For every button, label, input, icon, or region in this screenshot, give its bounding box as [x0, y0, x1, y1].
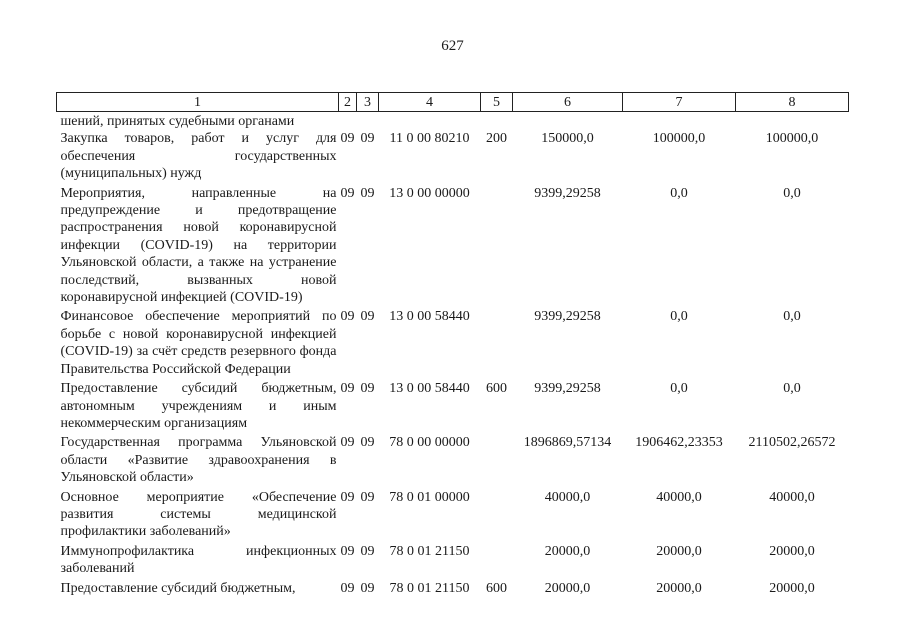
row-target-article: 13 0 00 58440 [389, 309, 470, 325]
row-amount-year-1: 9399,29258 [534, 309, 601, 325]
header-row [57, 93, 849, 112]
budget-table [56, 92, 849, 597]
row-target-article [379, 112, 481, 131]
row-subsection-code: 09 [360, 309, 375, 325]
row-expense-type [481, 306, 513, 378]
row-amount-year-3: 100000,0 [765, 131, 819, 147]
row-subsection-code: 09 [360, 435, 375, 451]
row-section-code: 09 [340, 543, 355, 559]
row-subsection-code [357, 112, 379, 131]
header-col-3: 3 [357, 93, 379, 112]
row-amount-year-2: 0,0 [670, 309, 688, 325]
row-description: Финансовое обеспечение мероприятий по борьбе с новой коронавирусной инфекцией (COVID-19) за счёт средств резервного фонда Правительства Российской Федерации [60, 309, 337, 377]
header-col-4: 4 [379, 93, 481, 112]
table-row [57, 306, 849, 378]
row-amount-year-1: 40000,0 [544, 489, 591, 505]
header-col-1: 1 [57, 93, 339, 112]
row-amount-year-2: 20000,0 [656, 543, 702, 559]
row-section-code: 09 [340, 131, 355, 147]
row-expense-type: 600 [486, 580, 507, 596]
row-description: Закупка товаров, работ и услуг для обеспечения государственных (муниципальных) нужд [60, 131, 337, 182]
row-amount-year-3: 0,0 [783, 185, 801, 201]
row-amount-year-3: 2110502,26572 [748, 435, 836, 451]
table-row [57, 578, 849, 597]
row-expense-type [481, 183, 513, 307]
row-expense-type: 600 [486, 381, 507, 397]
page-number: 627 [441, 38, 464, 54]
row-amount-year-3: 0,0 [783, 381, 801, 397]
row-subsection-code: 09 [360, 131, 375, 147]
row-expense-type [481, 541, 513, 578]
row-description: Основное мероприятие «Обеспечение развития системы медицинской профилактики заболеваний» [60, 489, 337, 540]
row-amount-year-2: 0,0 [670, 185, 688, 201]
row-amount-year-1: 150000,0 [541, 131, 594, 147]
row-amount-year-2: 20000,0 [656, 580, 702, 596]
row-amount-year-1 [513, 112, 623, 131]
row-subsection-code: 09 [360, 580, 375, 596]
row-description: Государственная программа Ульяновской области «Развитие здравоохранения в Ульяновской области» [60, 435, 337, 486]
row-amount-year-3: 40000,0 [769, 489, 815, 505]
row-amount-year-1: 20000,0 [544, 543, 591, 559]
table-row [57, 112, 849, 131]
row-description: Предоставление субсидий бюджетным, [60, 580, 296, 596]
table-row [57, 487, 849, 541]
row-target-article: 13 0 00 00000 [389, 185, 470, 201]
header-col-8: 8 [736, 93, 849, 112]
row-amount-year-3: 20000,0 [769, 543, 815, 559]
row-target-article: 78 0 00 00000 [389, 435, 470, 451]
header-col-5: 5 [481, 93, 513, 112]
table-body [57, 112, 849, 597]
row-target-article: 11 0 00 80210 [389, 131, 470, 147]
row-amount-year-1: 1896869,57134 [523, 435, 612, 451]
row-section-code: 09 [340, 381, 355, 397]
table-row [57, 541, 849, 578]
row-subsection-code: 09 [360, 185, 375, 201]
row-description: Предоставление субсидий бюджетным, автономным учреждениям и иным некоммерческим организациям [60, 381, 337, 431]
row-amount-year-2: 40000,0 [656, 489, 702, 505]
table-row [57, 130, 849, 182]
table-row [57, 432, 849, 486]
row-subsection-code: 09 [360, 381, 375, 397]
row-amount-year-3: 0,0 [783, 309, 801, 325]
table-row [57, 378, 849, 432]
row-amount-year-1: 9399,29258 [534, 185, 601, 201]
row-target-article: 78 0 01 21150 [389, 580, 470, 596]
row-expense-type: 200 [486, 131, 507, 147]
row-section-code: 09 [340, 435, 355, 451]
row-section-code: 09 [340, 309, 355, 325]
row-subsection-code: 09 [360, 489, 375, 505]
row-section-code: 09 [340, 185, 355, 201]
table-header [57, 93, 849, 112]
row-description: шений, принятых судебными органами [60, 114, 295, 129]
row-amount-year-2: 0,0 [670, 381, 688, 397]
row-expense-type [481, 487, 513, 541]
row-amount-year-3: 20000,0 [769, 580, 815, 596]
row-description: Иммунопрофилактика инфекционных заболеваний [60, 543, 337, 577]
row-subsection-code: 09 [360, 543, 375, 559]
row-target-article: 13 0 00 58440 [389, 381, 470, 397]
row-description: Мероприятия, направленные на предупреждение и предотвращение распространения новой коронавирусной инфекции (COVID-19) на территории Ульяновской области, а также на устранение последствий, вызванных новой коронавирусной инфекцией (COVID-19) [60, 185, 337, 306]
row-section-code: 09 [340, 489, 355, 505]
row-amount-year-2: 1906462,23353 [635, 435, 723, 451]
row-amount-year-1: 20000,0 [544, 580, 591, 596]
row-amount-year-3 [736, 112, 849, 131]
row-expense-type [481, 112, 513, 131]
header-col-7: 7 [623, 93, 736, 112]
row-amount-year-1: 9399,29258 [534, 381, 601, 397]
row-target-article: 78 0 01 21150 [389, 543, 470, 559]
table-row [57, 183, 849, 307]
row-amount-year-2: 100000,0 [652, 131, 706, 147]
header-col-2: 2 [339, 93, 357, 112]
row-expense-type [481, 432, 513, 486]
row-amount-year-2 [623, 112, 736, 131]
row-section-code: 09 [340, 580, 355, 596]
row-section-code [339, 112, 357, 131]
row-target-article: 78 0 01 00000 [389, 489, 470, 505]
header-col-6: 6 [513, 93, 623, 112]
